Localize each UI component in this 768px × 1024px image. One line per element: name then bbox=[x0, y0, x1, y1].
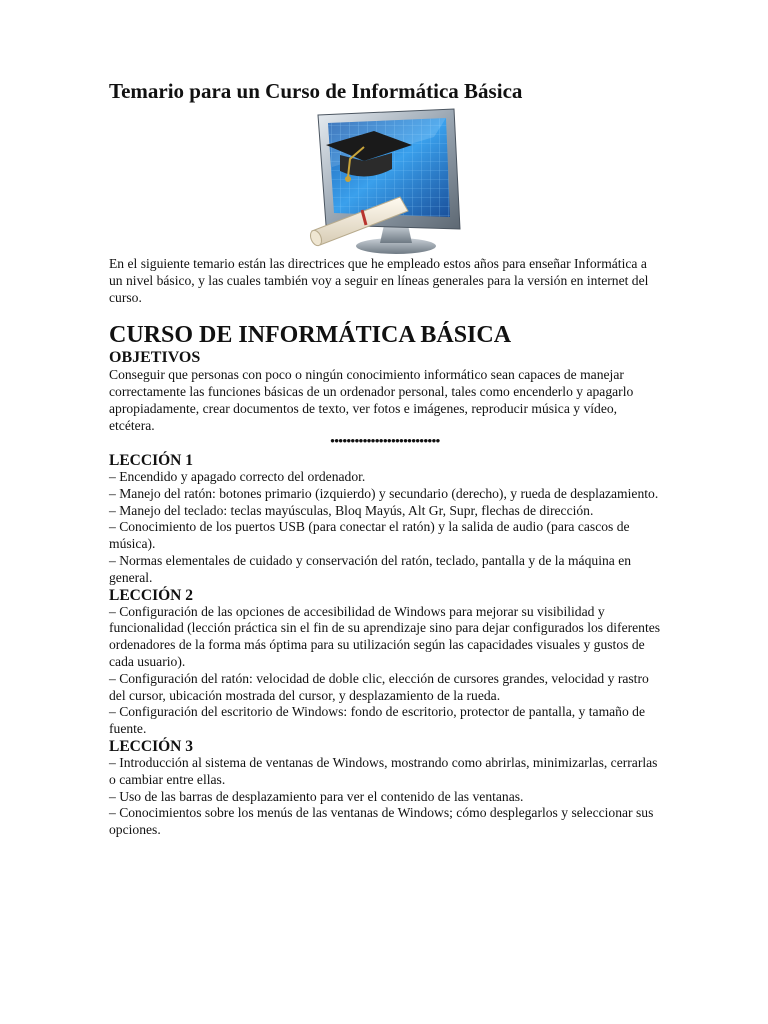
lesson-item: – Normas elementales de cuidado y conservación del ratón, teclado, pantalla y de la máquina en general. bbox=[109, 552, 632, 585]
lesson-item: – Configuración del ratón: velocidad de doble clic, elección de cursores grandes, velocidad y rastro del cursor, ubicación mostrada del cursor, y desplazamiento de la rueda. bbox=[109, 670, 649, 703]
computer-graduation-cap-icon bbox=[304, 107, 466, 257]
lesson-title: LECCIÓN 2 bbox=[109, 586, 193, 604]
course-heading: CURSO DE INFORMÁTICA BÁSICA bbox=[109, 322, 512, 348]
lesson-item: – Encendido y apagado correcto del ordenador. bbox=[109, 469, 366, 484]
lesson-title: LECCIÓN 3 bbox=[109, 737, 193, 755]
lesson-item: – Manejo del ratón: botones primario (izquierdo) y secundario (derecho), y rueda de desplazamiento. bbox=[109, 485, 659, 501]
lesson-item: – Introducción al sistema de ventanas de Windows, mostrando como abrirlas, minimizarlas, cerrarlas o cambiar entre ellas. bbox=[109, 754, 658, 787]
lesson-item: – Configuración de las opciones de accesibilidad de Windows para mejorar su visibilidad y funcionalidad (lección práctica sin el fin de su aprendizaje sino para dejar configurados los diferentes ordenadores de la forma más óptima para su utilización según las capacidades visuales y gustos de cada usuario). bbox=[109, 603, 661, 669]
lesson-item: – Manejo del teclado: teclas mayúsculas, Bloq Mayús, Alt Gr, Supr, flechas de dirección. bbox=[109, 502, 594, 518]
lesson-item: – Uso de las barras de desplazamiento para ver el contenido de las ventanas. bbox=[109, 788, 524, 804]
lesson-2 bbox=[109, 587, 661, 738]
objectives-heading: OBJETIVOS bbox=[109, 349, 201, 366]
document-title: Temario para un Curso de Informática Básica bbox=[109, 79, 523, 103]
lesson-3 bbox=[109, 738, 661, 839]
bullet-separator: ••••••••••••••••••••••••••• bbox=[330, 433, 440, 448]
intro-paragraph: En el siguiente temario están las directrices que he empleado estos años para enseñar Informática a un nivel básico, y las cuales también voy a seguir en líneas generales para la versión en internet del curso. bbox=[109, 256, 649, 305]
lesson-item: – Conocimientos sobre los menús de las ventanas de Windows; cómo desplegarlos y seleccionar sus opciones. bbox=[109, 805, 654, 838]
lesson-item: – Conocimiento de los puertos USB (para conectar el ratón) y la salida de audio (para cascos de música). bbox=[109, 519, 630, 552]
lesson-1 bbox=[109, 452, 661, 587]
lesson-title: LECCIÓN 1 bbox=[109, 452, 193, 469]
lesson-item: – Configuración del escritorio de Windows: fondo de escritorio, protector de pantalla, y tamaño de fuente. bbox=[109, 704, 645, 737]
lessons-list bbox=[109, 452, 661, 839]
objectives-paragraph: Conseguir que personas con poco o ningún conocimiento informático sean capaces de manejar correctamente las funciones básicas de un ordenador personal, tales como encenderlo y apagarlo apropiadamente, crear documentos de texto, ver fotos e imágenes, reproducir música y vídeo, etcétera. bbox=[109, 367, 634, 433]
